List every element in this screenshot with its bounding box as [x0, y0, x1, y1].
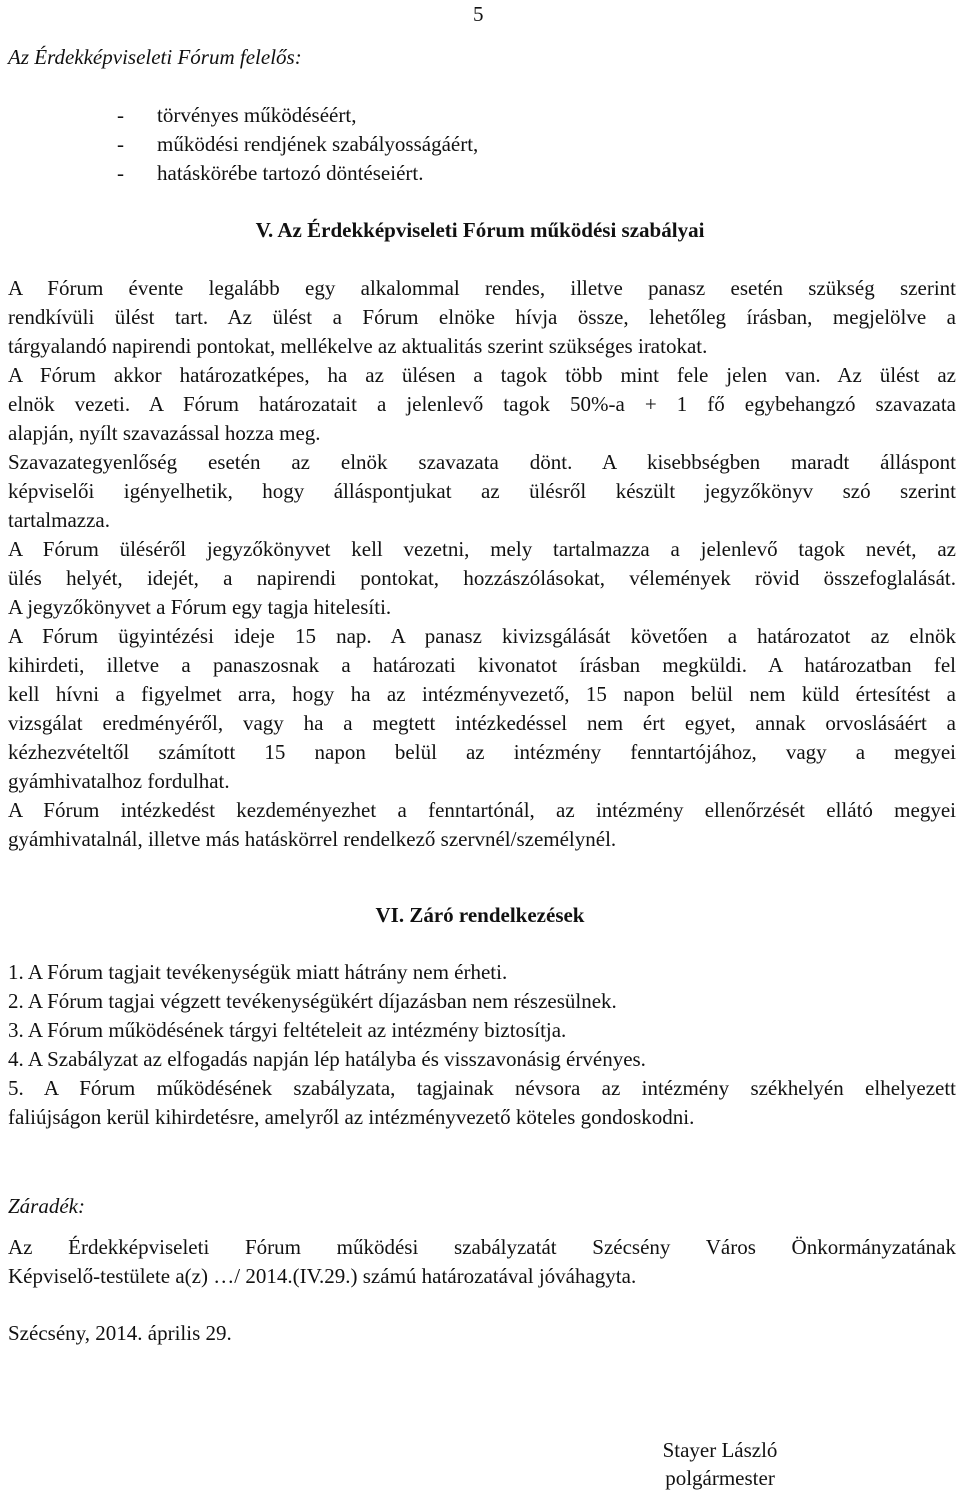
paragraph-line: elnök vezeti. A Fórum határozatait a jelenlevő tagok 50%-a + 1 fő egybehangzó szavazata — [8, 392, 956, 416]
signature-role: polgármester — [665, 1466, 775, 1490]
responsibility-item: - hatáskörébe tartozó döntéseiért. — [117, 161, 424, 185]
paragraph-line: vizsgálat eredményéről, vagy ha a megtett intézkedéssel nem ért egyet, annak orvoslásáért a — [8, 711, 956, 735]
list-item: faliújságon kerül kihirdetésre, amelyről az intézményvezető köteles gondoskodni. — [8, 1105, 695, 1129]
paragraph-line: A Fórum ügyintézési ideje 15 nap. A panasz kivizsgálását követően a határozatot az elnök — [8, 624, 956, 648]
clause-title: Záradék: — [8, 1194, 85, 1218]
paragraph-line: kell hívni a figyelmet arra, hogy ha az intézményvezető, 15 napon belül nem küld értesítést a — [8, 682, 956, 706]
paragraph-line: A Fórum üléséről jegyzőkönyvet kell vezetni, mely tartalmazza a jelenlevő tagok nevét, az — [8, 537, 956, 561]
place-date: Szécsény, 2014. április 29. — [8, 1321, 232, 1345]
list-item: 5. A Fórum működésének szabályzata, tagjainak névsora az intézmény székhelyén elhelyezett — [8, 1076, 956, 1100]
list-item: 2. A Fórum tagjai végzett tevékenységükért díjazásban nem részesülnek. — [8, 989, 617, 1013]
paragraph-line: gyámhivatalhoz fordulhat. — [8, 769, 230, 793]
paragraph-line: gyámhivatalnál, illetve más hatáskörrel rendelkező szervnél/személynél. — [8, 827, 617, 851]
paragraph-line: rendkívüli ülést tart. Az ülést a Fórum elnöke hívja össze, lehetőleg írásban, megjelölve a — [8, 305, 956, 329]
list-item: 1. A Fórum tagjait tevékenységük miatt hátrány nem érheti. — [8, 960, 508, 984]
section-5-title: V. Az Érdekképviseleti Fórum működési szabályai — [255, 218, 705, 242]
paragraph-line: képviselői igényelhetik, hogy álláspontjukat az ülésről készült jegyzőkönyv szó szerint — [8, 479, 956, 503]
list-item: 4. A Szabályzat az elfogadás napján lép hatályba és visszavonásig érvényes. — [8, 1047, 646, 1071]
responsibility-item: - működési rendjének szabályosságáért, — [117, 132, 479, 156]
paragraph-line: alapján, nyílt szavazással hozza meg. — [8, 421, 321, 445]
page-number: 5 — [473, 2, 484, 26]
paragraph-line: Szavazategyenlőség esetén az elnök szavazata dönt. A kisebbségben maradt álláspont — [8, 450, 956, 474]
paragraph-line: A Fórum intézkedést kezdeményezhet a fenntartónál, az intézmény ellenőrzését ellátó megyei — [8, 798, 956, 822]
paragraph-line: tárgyalandó napirendi pontokat, mellékelve az aktualitás szerint szükséges iratokat. — [8, 334, 708, 358]
paragraph-line: ülés helyét, idejét, a napirendi pontokat, hozzászólásokat, vélemények rövid összefoglalását. — [8, 566, 956, 590]
paragraph-line: A jegyzőkönyvet a Fórum egy tagja hitelesíti. — [8, 595, 392, 619]
list-item: 3. A Fórum működésének tárgyi feltételeit az intézmény biztosítja. — [8, 1018, 567, 1042]
responsibility-intro: Az Érdekképviseleti Fórum felelős: — [8, 45, 302, 69]
clause-line: Az Érdekképviseleti Fórum működési szabályzatát Szécsény Város Önkormányzatának — [8, 1235, 956, 1259]
clause-line: Képviselő-testülete a(z) …/ 2014.(IV.29.) számú határozatával jóváhagyta. — [8, 1264, 637, 1288]
section-6-title: VI. Záró rendelkezések — [375, 903, 585, 927]
paragraph-line: kihirdeti, illetve a panaszosnak a határozati kivonatot írásban megküldi. A határozatban fel — [8, 653, 956, 677]
paragraph-line: A Fórum évente legalább egy alkalommal rendes, illetve panasz esetén szükség szerint — [8, 276, 956, 300]
paragraph-line: A Fórum akkor határozatképes, ha az ülésen a tagok több mint fele jelen van. Az ülést az — [8, 363, 956, 387]
signature-name: Stayer László — [662, 1438, 778, 1462]
paragraph-line: tartalmazza. — [8, 508, 111, 532]
responsibility-item: - törvényes működéséért, — [117, 103, 357, 127]
paragraph-line: kézhezvételtől számított 15 napon belül az intézmény fenntartójához, vagy a megyei — [8, 740, 956, 764]
